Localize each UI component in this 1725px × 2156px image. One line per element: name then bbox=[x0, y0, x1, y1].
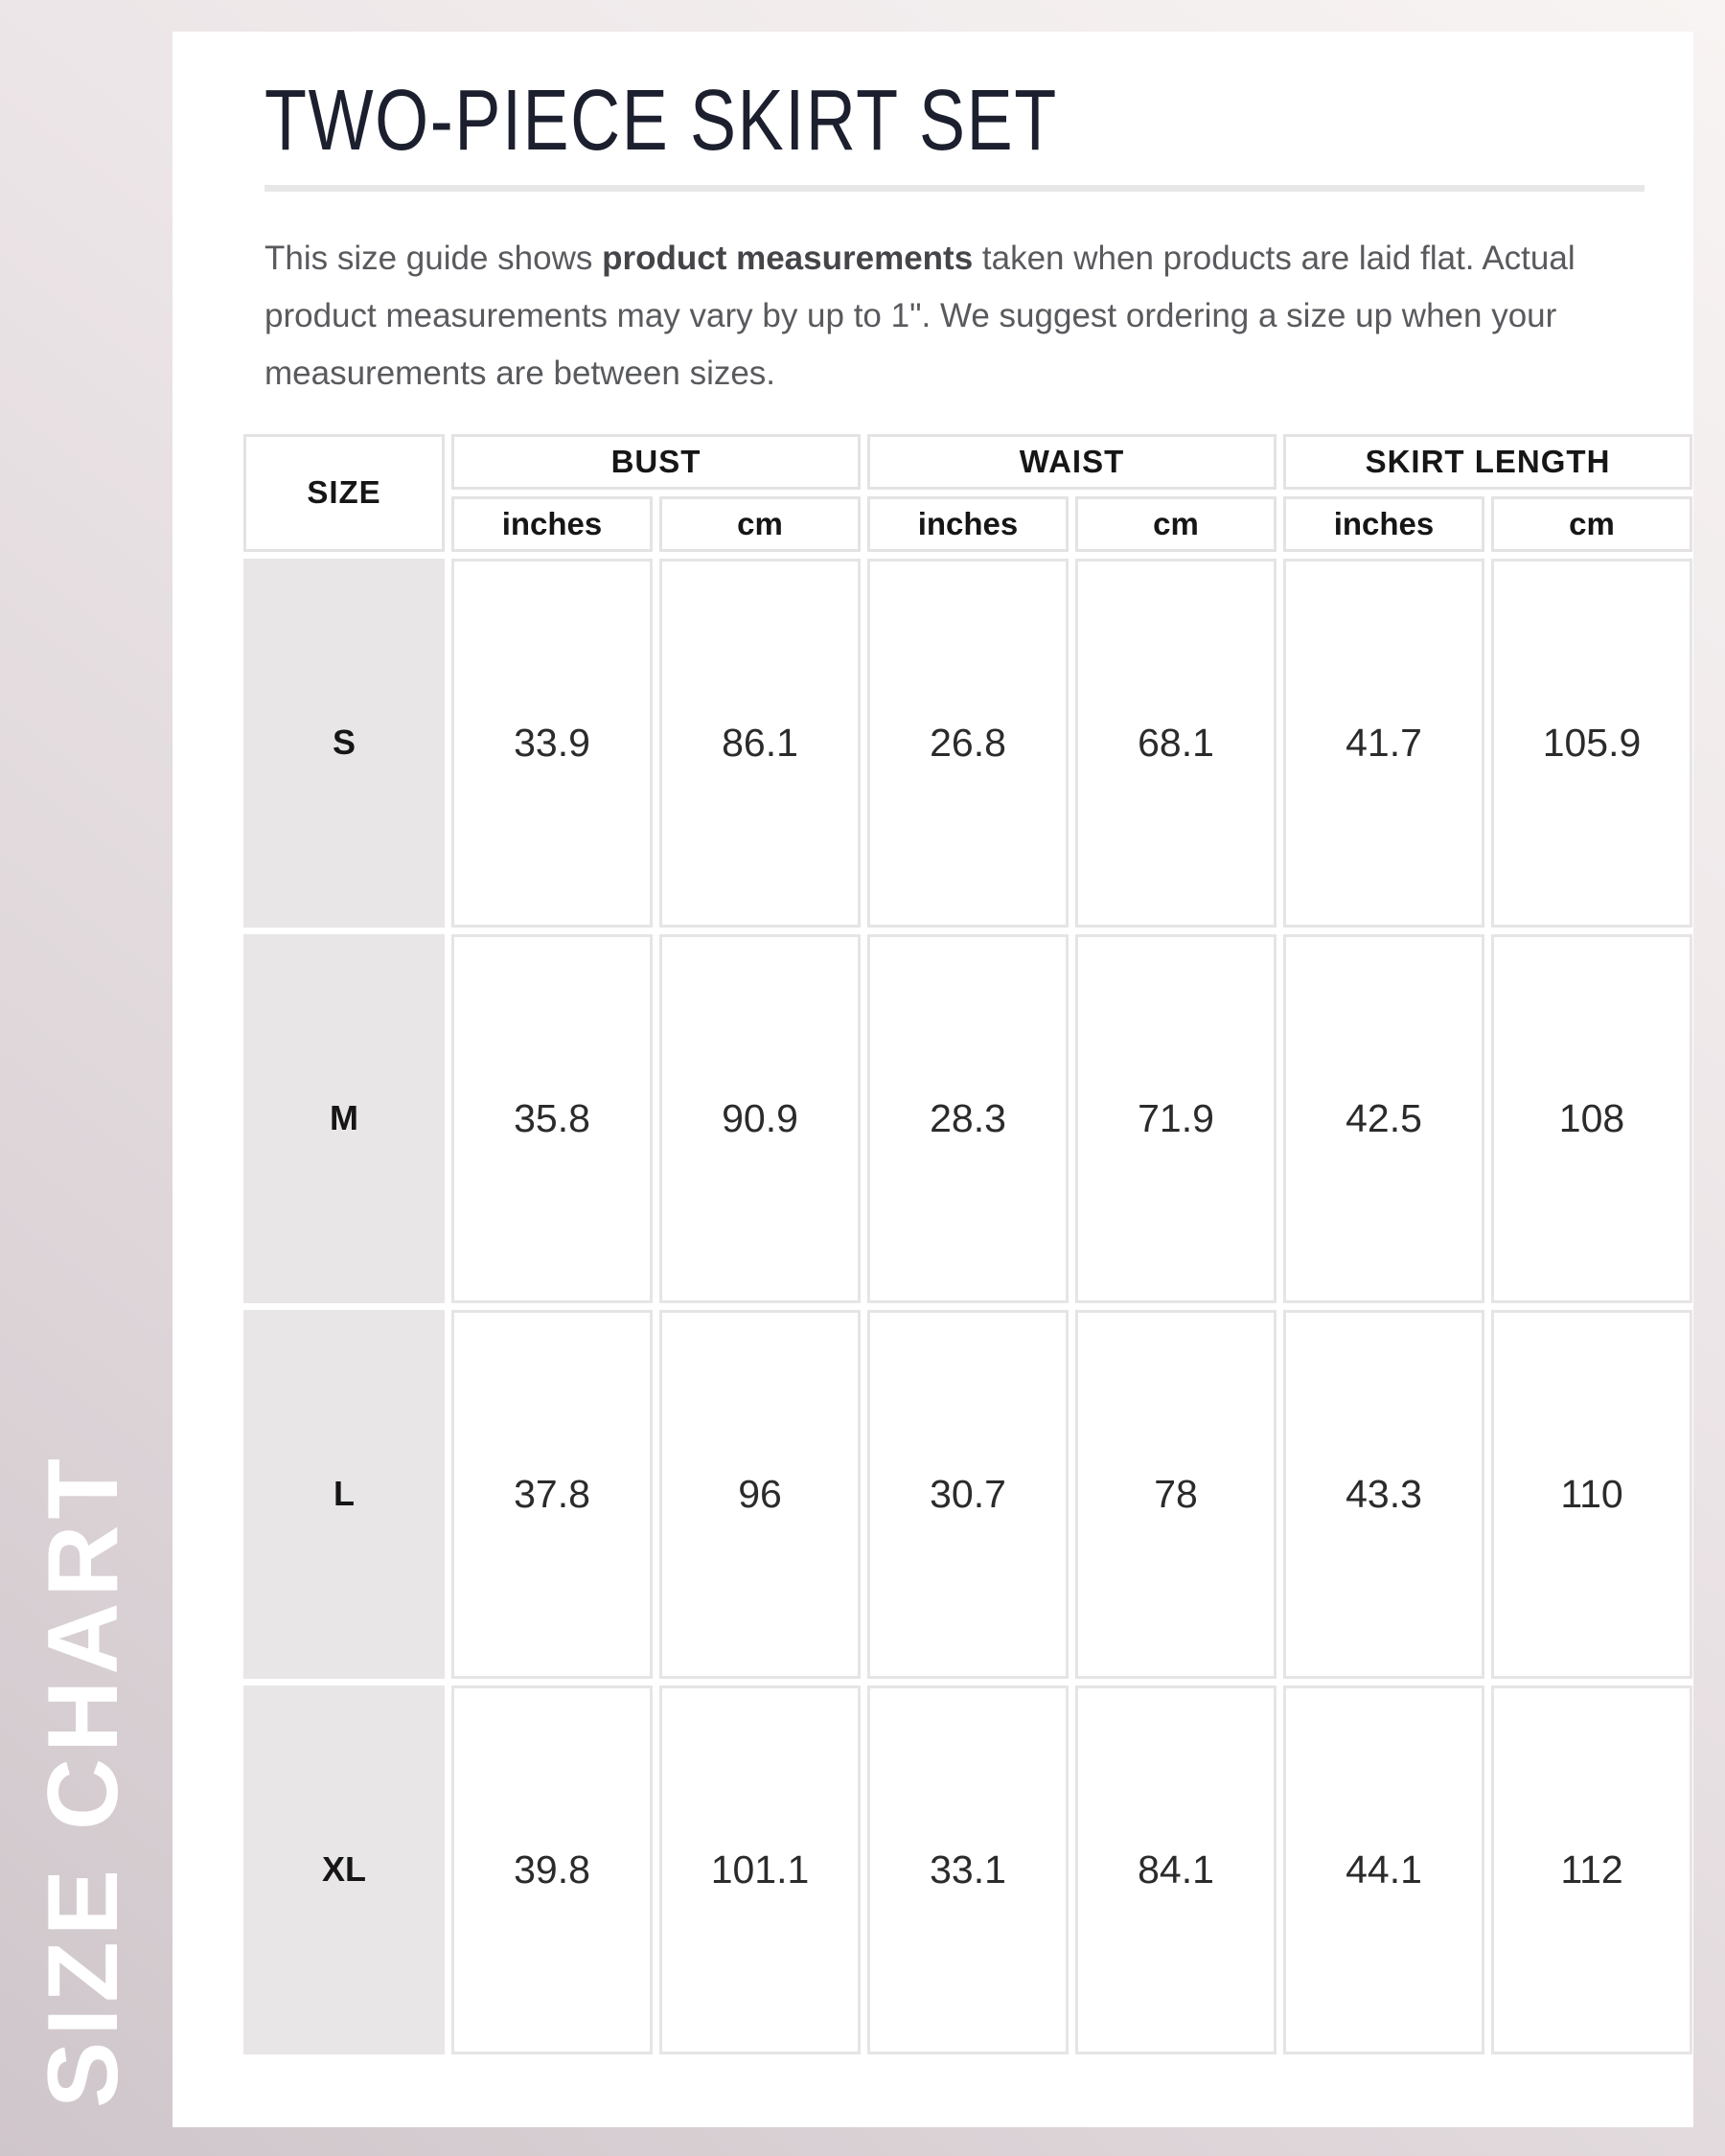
value-cell: 33.1 bbox=[867, 1686, 1069, 2054]
page-title bbox=[264, 72, 1651, 172]
size-cell: M bbox=[243, 934, 445, 1303]
table-row-m bbox=[243, 934, 1692, 1303]
value-cell: 30.7 bbox=[867, 1310, 1069, 1679]
value-cell: 42.5 bbox=[1283, 934, 1484, 1303]
column-header-size: SIZE bbox=[243, 434, 445, 552]
description bbox=[264, 230, 1643, 402]
description-bold-text: product measurements bbox=[602, 239, 974, 277]
value-cell: 68.1 bbox=[1075, 559, 1276, 928]
table-group-header-row bbox=[243, 434, 1692, 490]
unit-header-bust-cm: cm bbox=[659, 496, 861, 552]
value-cell: 105.9 bbox=[1491, 559, 1692, 928]
value-cell: 108 bbox=[1491, 934, 1692, 1303]
unit-header-skirt-inches: inches bbox=[1283, 496, 1484, 552]
description-text-after: taken when products are laid flat. Actual product measurements may vary by up to 1". We suggest ordering a size up when your measurements are between sizes. bbox=[264, 239, 1576, 392]
unit-header-skirt-cm: cm bbox=[1491, 496, 1692, 552]
table-row-xl bbox=[243, 1686, 1692, 2054]
value-cell: 84.1 bbox=[1075, 1686, 1276, 2054]
value-cell: 43.3 bbox=[1283, 1310, 1484, 1679]
value-cell: 26.8 bbox=[867, 559, 1069, 928]
value-cell: 86.1 bbox=[659, 559, 861, 928]
value-cell: 41.7 bbox=[1283, 559, 1484, 928]
size-guide-card bbox=[172, 32, 1693, 2127]
value-cell: 112 bbox=[1491, 1686, 1692, 2054]
size-cell: L bbox=[243, 1310, 445, 1679]
value-cell: 71.9 bbox=[1075, 934, 1276, 1303]
table-row-s bbox=[243, 559, 1692, 928]
size-cell: S bbox=[243, 559, 445, 928]
unit-header-bust-inches: inches bbox=[451, 496, 653, 552]
value-cell: 96 bbox=[659, 1310, 861, 1679]
value-cell: 28.3 bbox=[867, 934, 1069, 1303]
value-cell: 110 bbox=[1491, 1310, 1692, 1679]
value-cell: 78 bbox=[1075, 1310, 1276, 1679]
value-cell: 33.9 bbox=[451, 559, 653, 928]
value-cell: 39.8 bbox=[451, 1686, 653, 2054]
sidebar-vertical-label: SIZE CHART bbox=[28, 1453, 139, 2108]
table-row-l bbox=[243, 1310, 1692, 1679]
title-divider bbox=[264, 185, 1644, 192]
unit-header-waist-inches: inches bbox=[867, 496, 1069, 552]
column-header-waist: WAIST bbox=[867, 434, 1276, 490]
value-cell: 101.1 bbox=[659, 1686, 861, 2054]
page-title-text: TWO-PIECE SKIRT SET bbox=[264, 73, 1058, 169]
value-cell: 90.9 bbox=[659, 934, 861, 1303]
table-unit-header-row bbox=[243, 496, 1692, 552]
value-cell: 44.1 bbox=[1283, 1686, 1484, 2054]
size-table bbox=[237, 427, 1699, 2061]
unit-header-waist-cm: cm bbox=[1075, 496, 1276, 552]
value-cell: 35.8 bbox=[451, 934, 653, 1303]
column-header-bust: BUST bbox=[451, 434, 861, 490]
column-header-skirt-length: SKIRT LENGTH bbox=[1283, 434, 1692, 490]
description-text-before: This size guide shows bbox=[264, 239, 603, 277]
size-cell: XL bbox=[243, 1686, 445, 2054]
value-cell: 37.8 bbox=[451, 1310, 653, 1679]
